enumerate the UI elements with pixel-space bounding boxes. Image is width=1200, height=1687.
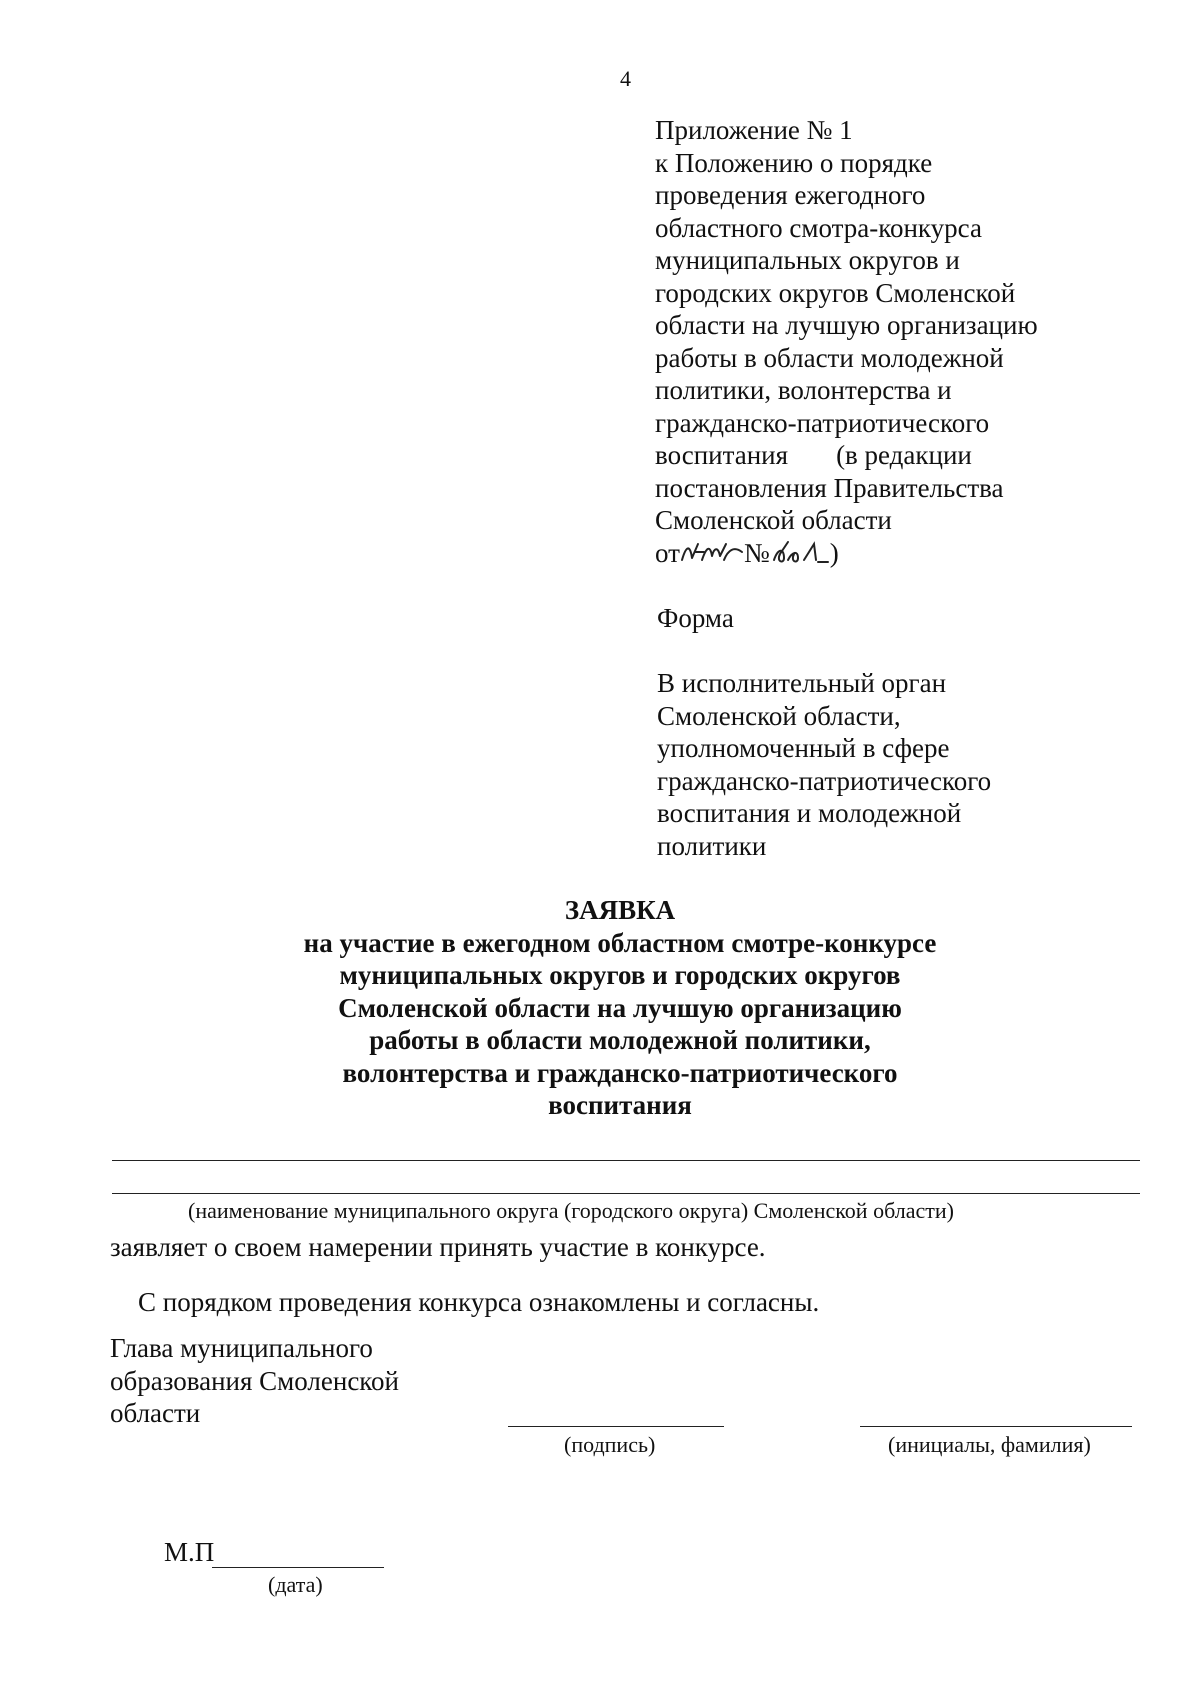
appendix-line: постановления Правительства (655, 472, 1004, 503)
appendix-line: муниципальных округов и (655, 245, 960, 275)
date-caption: (дата) (268, 1572, 323, 1597)
appendix-line: областного смотра-конкурса (655, 212, 982, 243)
signature-line[interactable] (508, 1426, 724, 1427)
title-line: Смоленской области на лучшую организацию (338, 992, 902, 1023)
appendix-word: (в редакции (836, 440, 972, 470)
title-line: воспитания (548, 1090, 692, 1120)
agreement-text: С порядком проведения конкурса ознакомлены и согласны. (138, 1287, 820, 1317)
appendix-word: воспитания (655, 440, 789, 470)
form-label: Форма (657, 603, 734, 633)
municipality-line-1[interactable] (112, 1160, 1140, 1161)
recipient-line: политики (657, 830, 767, 861)
date-line[interactable] (212, 1567, 384, 1568)
application-title (100, 894, 1140, 1122)
signer-title (110, 1332, 399, 1430)
appendix-date-number-line (655, 537, 1095, 570)
name-caption: (инициалы, фамилия) (888, 1432, 1091, 1457)
appendix-line: работы в области молодежной (655, 342, 1004, 373)
title-line: муниципальных округов и городских округов (339, 960, 901, 990)
title-line: на участие в ежегодном областном смотре-конкурсе (303, 927, 937, 958)
closing-paren: ) (829, 537, 839, 568)
signer-line: образования Смоленской (110, 1365, 399, 1396)
recipient-block (657, 667, 1097, 862)
appendix-line: к Положению о порядке (655, 147, 933, 178)
recipient-line: уполномоченный в сфере (657, 733, 950, 763)
from-prefix: от (655, 537, 680, 568)
recipient-line: Смоленской области, (657, 700, 901, 731)
title-heading: ЗАЯВКА (564, 895, 676, 925)
declaration-text: заявляет о своем намерении принять участие в конкурсе. (110, 1232, 766, 1262)
handwritten-date-signature (680, 538, 744, 568)
recipient-line: гражданско-патриотического (657, 765, 992, 796)
title-line: волонтерства и гражданско-патриотического (342, 1057, 898, 1088)
name-line[interactable] (860, 1426, 1132, 1427)
page-number: 4 (620, 66, 631, 91)
recipient-line: В исполнительный орган (657, 668, 947, 698)
appendix-line-edition (655, 439, 1095, 472)
appendix-line: Приложение № 1 (655, 115, 853, 145)
appendix-line: области на лучшую организацию (655, 310, 1038, 340)
signature-caption: (подпись) (564, 1432, 656, 1457)
signer-line: Глава муниципального (110, 1333, 373, 1363)
municipality-caption: (наименование муниципального округа (городского округа) Смоленской области) (188, 1198, 954, 1223)
number-sign: № (743, 537, 770, 568)
appendix-header (655, 114, 1095, 569)
recipient-line: воспитания и молодежной (657, 798, 962, 828)
seal-label: М.П (164, 1537, 215, 1567)
title-line: работы в области молодежной политики, (369, 1025, 871, 1055)
municipality-line-2[interactable] (112, 1193, 1140, 1194)
signer-line: области (110, 1398, 201, 1428)
handwritten-number-signature (770, 538, 830, 568)
appendix-line: проведения ежегодного (655, 180, 926, 210)
appendix-line: городских округов Смоленской (655, 277, 1016, 308)
appendix-line: Смоленской области (655, 505, 892, 535)
appendix-line: политики, волонтерства и (655, 375, 952, 405)
appendix-line: гражданско-патриотического (655, 407, 990, 438)
